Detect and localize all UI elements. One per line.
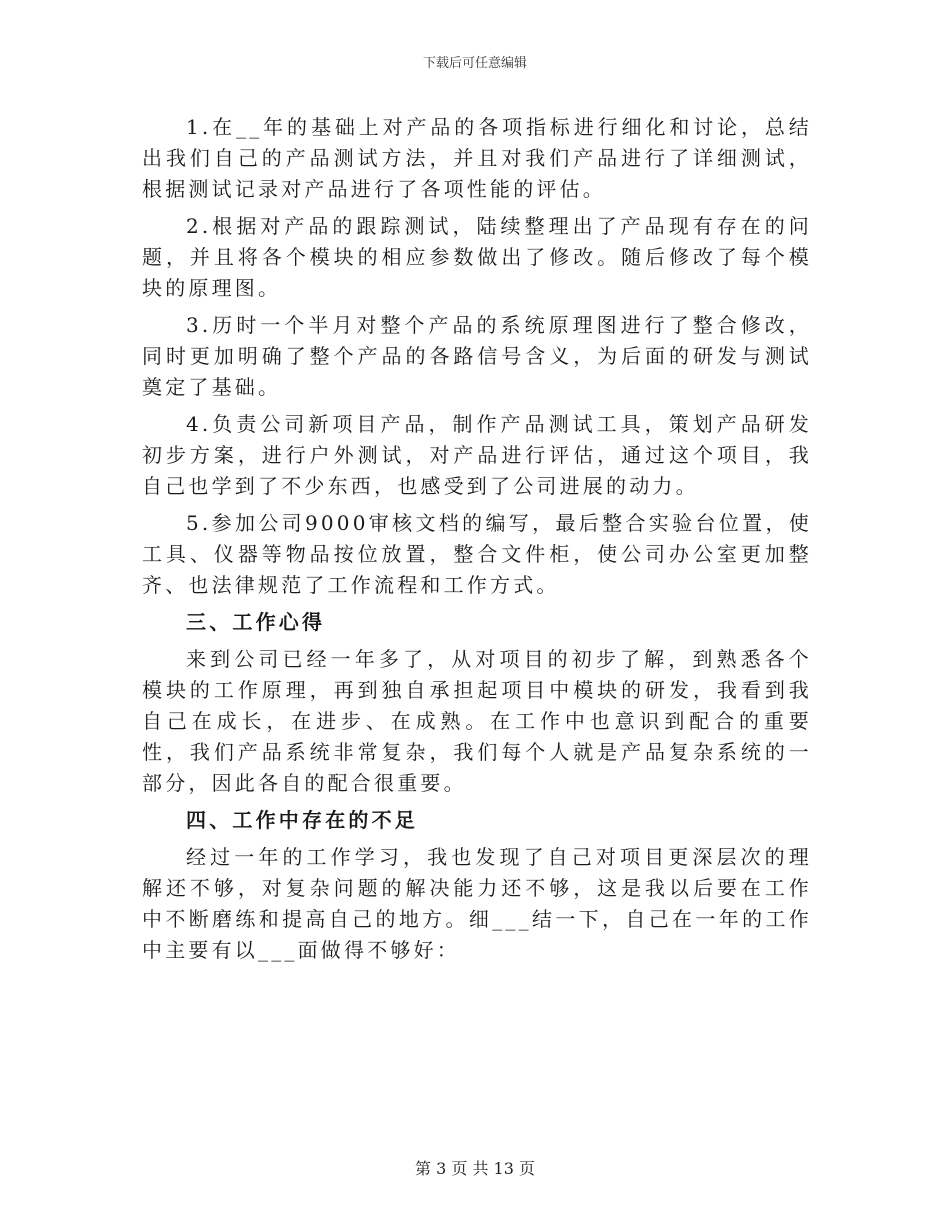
list-item-2: 2.根据对产品的跟踪测试，陆续整理出了产品现有存在的问题，并且将各个模块的相应参数做出了修改。随后修改了每个模块的原理图。 <box>142 214 812 300</box>
list-item-1: 1.在__年的基础上对产品的各项指标进行细化和讨论，总结出我们自己的产品测试方法，并且对我们产品进行了详细测试，根据测试记录对产品进行了各项性能的评估。 <box>142 115 812 201</box>
section-body-shortcomings: 经过一年的工作学习，我也发现了自己对项目更深层次的理解还不够，对复杂问题的解决能力还不够，这是我以后要在工作中不断磨练和提高自己的地方。细___结一下，自己在一年的工作中主要有以___面做得不够好： <box>142 845 812 962</box>
page-header-note: 下载后可任意编辑 <box>422 56 527 71</box>
section-heading-experience: 三、工作心得 <box>186 610 326 634</box>
page-number: 第 3 页 共 13 页 <box>415 1159 535 1178</box>
document-body <box>142 112 812 972</box>
section-heading-shortcomings: 四、工作中存在的不足 <box>186 808 418 832</box>
list-item-4: 4.负责公司新项目产品，制作产品测试工具，策划产品研发初步方案，进行户外测试，对产品进行评估，通过这个项目，我自己也学到了不少东西，也感受到了公司进展的动力。 <box>142 412 812 498</box>
list-item-5: 5.参加公司9000审核文档的编写，最后整合实验台位置，使工具、仪器等物品按位放置，整合文件柜，使公司办公室更加整齐、也法律规范了工作流程和工作方式。 <box>142 511 812 597</box>
section-body-experience: 来到公司已经一年多了，从对项目的初步了解，到熟悉各个模块的工作原理，再到独自承担起项目中模块的研发，我看到我自己在成长，在进步、在成熟。在工作中也意识到配合的重要性，我们产品系统非常复杂，我们每个人就是产品复杂系统的一部分，因此各自的配合很重要。 <box>142 647 812 795</box>
list-item-3: 3.历时一个半月对整个产品的系统原理图进行了整合修改，同时更加明确了整个产品的各路信号含义，为后面的研发与测试奠定了基础。 <box>142 313 812 399</box>
